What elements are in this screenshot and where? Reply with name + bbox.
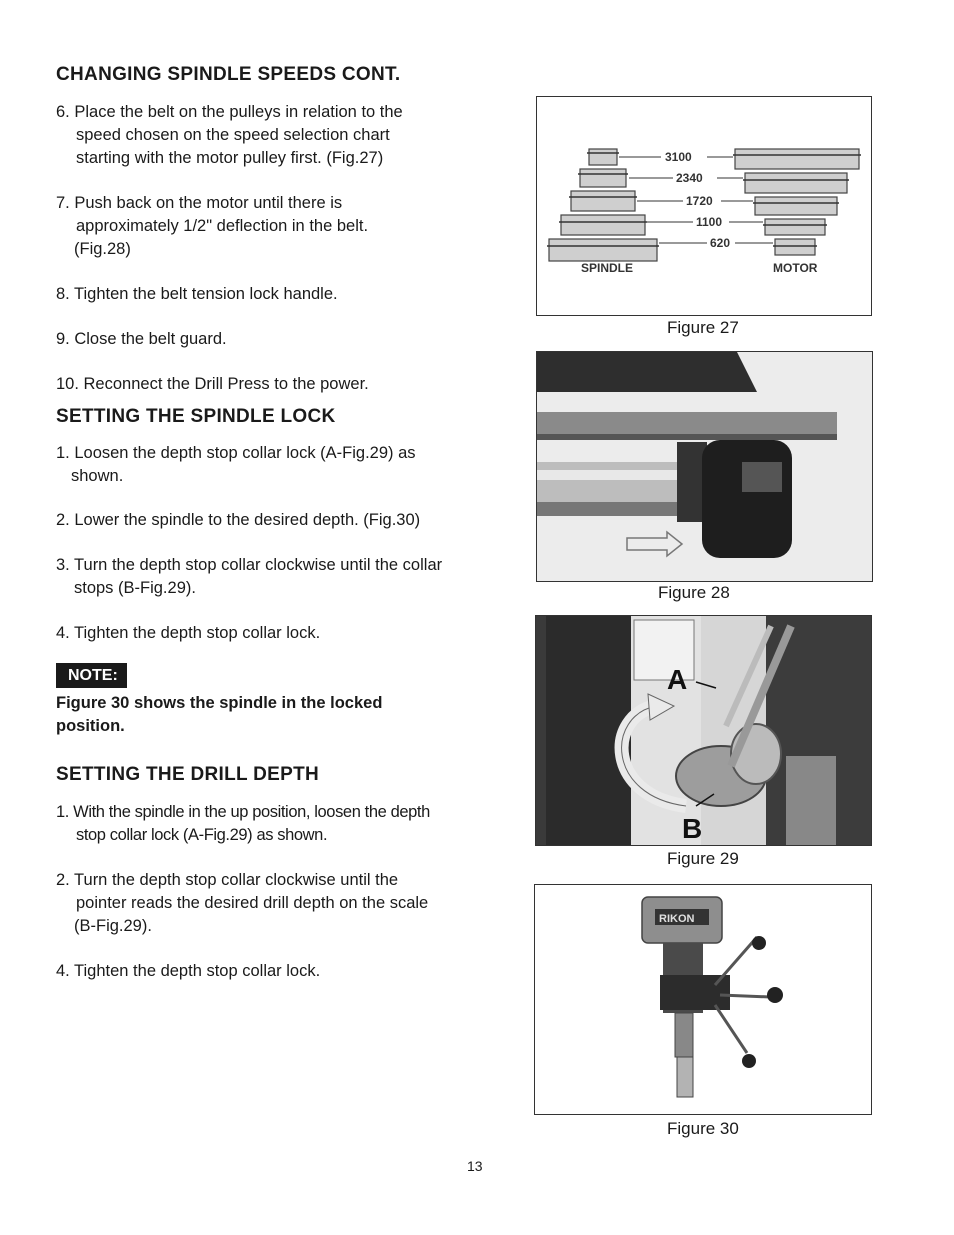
step-9: 9. Close the belt guard.	[56, 330, 227, 348]
lock-step-4: 4. Tighten the depth stop collar lock.	[56, 624, 321, 642]
depth-step-1	[56, 801, 476, 847]
depth-step-4: 4. Tighten the depth stop collar lock.	[56, 962, 321, 980]
step-line: 2. Turn the depth stop collar clockwise until the	[56, 871, 399, 889]
step-line: stop collar lock (A-Fig.29) as shown.	[76, 826, 328, 844]
spindle-label: SPINDLE	[581, 261, 634, 275]
motor-illustration	[537, 352, 872, 581]
figure-29-caption: Figure 29	[667, 849, 739, 868]
step-line: stops (B-Fig.29).	[74, 579, 196, 597]
note-line: Figure 30 shows the spindle in the locked	[56, 694, 383, 712]
lock-step-3	[56, 554, 476, 600]
step-line: speed chosen on the speed selection chart	[76, 126, 390, 144]
depth-collar-illustration	[536, 616, 871, 845]
speed-label: 620	[710, 236, 731, 250]
figure-27-caption: Figure 27	[667, 318, 739, 337]
rikon-logo-text: RIKON	[659, 913, 695, 925]
speed-label: 2340	[676, 171, 703, 185]
figure-28-motor-photo	[536, 351, 873, 582]
lock-step-1	[56, 442, 476, 488]
text-column	[56, 64, 476, 983]
page-number: 13	[467, 1158, 483, 1174]
step-line: 7. Push back on the motor until there is	[56, 194, 343, 212]
note-badge: NOTE:	[56, 663, 127, 688]
drill-press-illustration	[535, 885, 871, 1114]
pulley-diagram	[537, 97, 871, 315]
note-line: position.	[56, 717, 125, 735]
speed-label: 1100	[696, 215, 723, 229]
heading-setting-spindle-lock: SETTING THE SPINDLE LOCK	[56, 406, 336, 427]
lock-step-2: 2. Lower the spindle to the desired depth. (Fig.30)	[56, 511, 421, 529]
callout-b: B	[682, 813, 703, 844]
step-10: 10. Reconnect the Drill Press to the power.	[56, 375, 369, 393]
step-line: approximately 1/2" deflection in the belt.	[76, 217, 369, 235]
step-line: pointer reads the desired drill depth on the scale	[76, 894, 429, 912]
depth-step-2	[56, 869, 476, 938]
figure-30-caption: Figure 30	[667, 1119, 739, 1138]
step-6	[56, 101, 476, 170]
step-line: shown.	[71, 467, 124, 485]
figure-27-pulley-chart	[536, 96, 872, 316]
step-line: starting with the motor pulley first. (Fig.27)	[76, 149, 384, 167]
step-line: 6. Place the belt on the pulleys in relation to the	[56, 103, 403, 121]
step-line: 1. With the spindle in the up position, loosen the depth	[56, 803, 430, 821]
figure-28-caption: Figure 28	[658, 583, 730, 602]
step-line: (B-Fig.29).	[74, 917, 152, 935]
step-line: 3. Turn the depth stop collar clockwise until the collar	[56, 556, 443, 574]
motor-label: MOTOR	[773, 261, 818, 275]
note-block	[56, 663, 476, 738]
step-line: (Fig.28)	[74, 240, 131, 258]
step-8: 8. Tighten the belt tension lock handle.	[56, 285, 338, 303]
heading-changing-spindle-speeds: CHANGING SPINDLE SPEEDS CONT.	[56, 64, 401, 85]
figure-30-drill-press-photo	[534, 884, 872, 1115]
callout-a: A	[667, 664, 688, 695]
speed-label: 1720	[686, 194, 713, 208]
step-line: 1. Loosen the depth stop collar lock (A-Fig.29) as	[56, 444, 416, 462]
heading-setting-drill-depth: SETTING THE DRILL DEPTH	[56, 764, 320, 785]
figure-29-depth-collar-photo	[535, 615, 872, 846]
step-7	[56, 192, 476, 261]
speed-label: 3100	[665, 150, 692, 164]
